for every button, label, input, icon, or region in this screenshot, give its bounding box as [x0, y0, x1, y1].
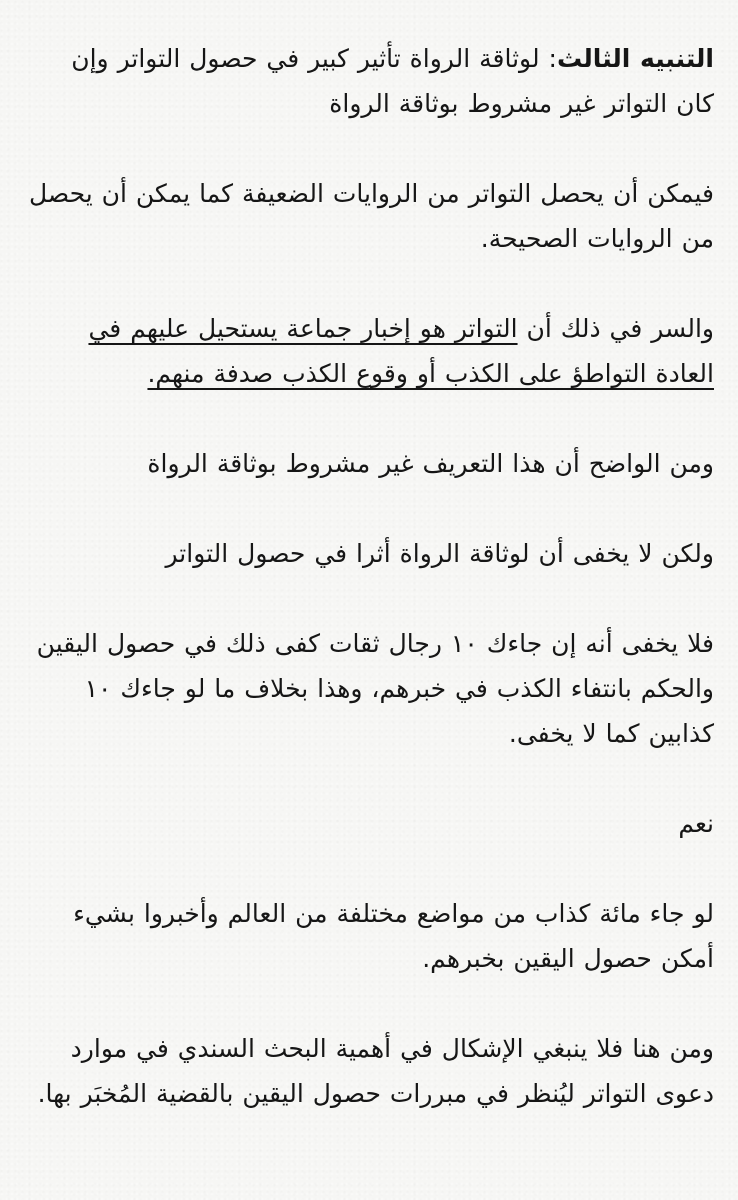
- underlined-definition: التواتر هو إخبار جماعة يستحيل عليهم في العادة التواطؤ على الكذب أو وقوع الكذب صدفة منهم.: [88, 314, 714, 388]
- paragraph-conclusion: ومن هنا فلا ينبغي الإشكال في أهمية البحث السندي في موارد دعوى التواتر ليُنظر في مبررات حصول اليقين بالقضية المُخبَر بها.: [37, 1034, 714, 1108]
- note-heading: التنبيه الثالث: [556, 44, 714, 73]
- heading-separator: :: [539, 44, 557, 73]
- paragraph-hundred-liars: لو جاء مائة كذاب من مواضع مختلفة من العالم وأخبروا بشيء أمكن حصول اليقين بخبرهم.: [73, 899, 714, 973]
- paragraph-text: لوثاقة الرواة تأثير كبير في حصول التواتر وإن كان التواتر غير مشروط بوثاقة الرواة: [71, 44, 714, 118]
- paragraph-yes: نعم: [678, 809, 714, 838]
- paragraph-prefix: والسر في ذلك أن: [517, 314, 714, 343]
- paragraph-not-conditional: ومن الواضح أن هذا التعريف غير مشروط بوثاقة الرواة: [147, 449, 714, 478]
- paragraph-third-note: [28, 36, 714, 126]
- paragraph-influence: ولكن لا يخفى أن لوثاقة الرواة أثرا في حصول التواتر: [165, 539, 714, 568]
- paragraph-definition: [28, 306, 714, 396]
- paragraph-example: فلا يخفى أنه إن جاءك ١٠ رجال ثقات كفى ذلك في حصول اليقين والحكم بانتفاء الكذب في خبرهم، وهذا بخلاف ما لو جاءك ١٠ كذابين كما لا يخفى.: [36, 629, 714, 748]
- paragraph-weak-narrations: فيمكن أن يحصل التواتر من الروايات الضعيفة كما يمكن أن يحصل من الروايات الصحيحة.: [28, 179, 714, 253]
